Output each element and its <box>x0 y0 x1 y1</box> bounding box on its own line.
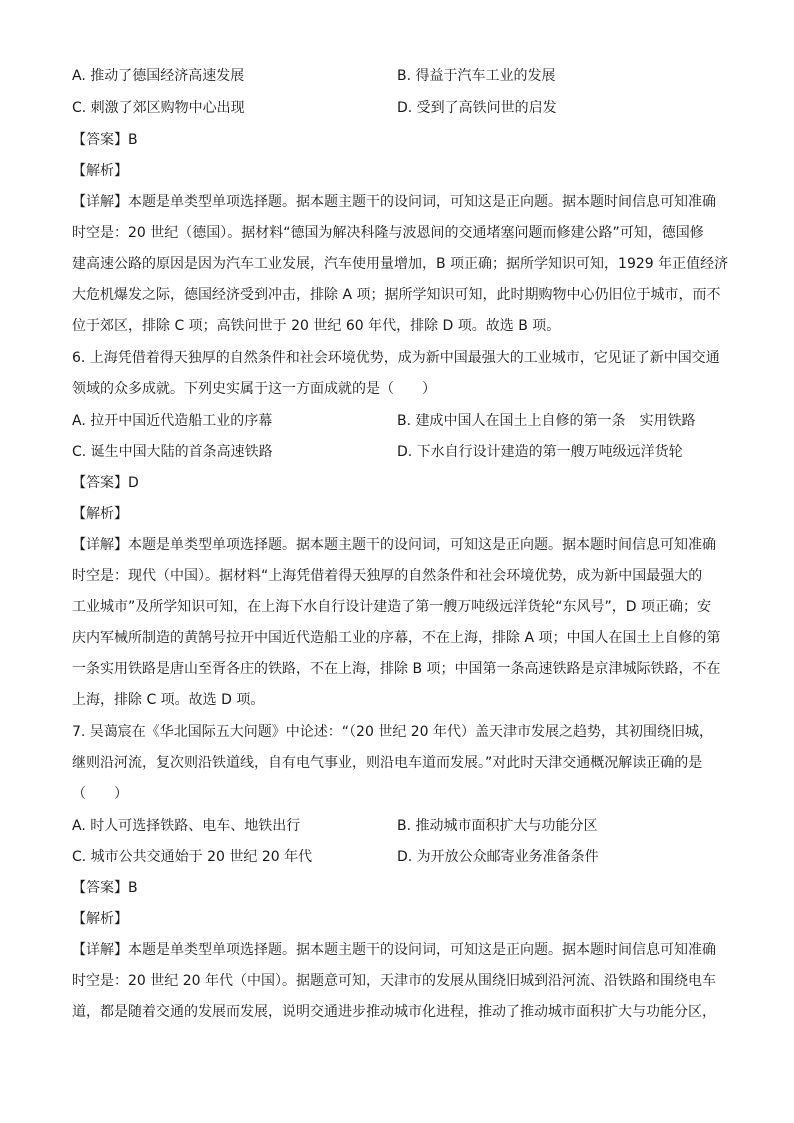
q6-detail-line: 庆内军械所制造的黄鹄号拉开中国近代造船工业的序幕，不在上海，排除 A 项；中国人在国土上自修的第 <box>72 630 721 646</box>
q5-answer: 【答案】B <box>72 132 138 148</box>
q7-answer: 【答案】B <box>72 880 138 896</box>
q5-detail-line: 【详解】本题是单类型单项选择题。据本题主题干的设问词，可知这是正向题。据本题时间信息可知准确 <box>72 194 716 210</box>
q7-analysis-label: 【解析】 <box>72 911 128 927</box>
q5-detail-line: 大危机爆发之际，德国经济受到冲击，排除 A 项；据所学知识可知，此时期购物中心仍旧位于城市，而不 <box>72 287 721 303</box>
q5-option-a: A. 推动了德国经济高速发展 <box>72 68 245 84</box>
q5-detail-line: 时空是：20 世纪（德国）。据材料“德国为解决科隆与波恩间的交通堵塞问题而修建公路”可知，德国修 <box>72 225 704 241</box>
q5-detail-line: 位于郊区，排除 C 项；高铁问世于 20 世纪 60 年代，排除 D 项。故选 B 项。 <box>72 318 561 334</box>
q5-detail-line: 建高速公路的原因是因为汽车工业发展，汽车使用量增加，B 项正确；据所学知识可知，1929 年正值经济 <box>72 256 729 272</box>
q6-detail-line: 工业城市”及所学知识可知，在上海下水自行设计建造了第一艘万吨级远洋货轮“东风号”，D 项正确；安 <box>72 599 711 615</box>
q5-option-c: C. 刺激了郊区购物中心出现 <box>72 100 245 116</box>
q6-detail-line: 上海，排除 C 项。故选 D 项。 <box>72 692 265 708</box>
q6-stem-line: 6. 上海凭借着得天独厚的自然条件和社会环境优势，成为新中国最强大的工业城市，它见证了新中国交通 <box>72 350 720 366</box>
q6-option-d: D. 下水自行设计建造的第一艘万吨级远洋货轮 <box>397 444 683 460</box>
q7-stem-line: （ ） <box>72 786 128 802</box>
q6-detail-line: 一条实用铁路是唐山至胥各庄的铁路，不在上海，排除 B 项；中国第一条高速铁路是京津城际铁路，不在 <box>72 661 721 677</box>
q7-detail-line: 道，都是随着交通的发展而发展，说明交通进步推动城市化进程，推动了推动城市面积扩大与功能分区， <box>72 1004 716 1020</box>
q7-stem-line: 继则沿河流，复次则沿铁道线，自有电气事业，则沿电车道而发展。”对此时天津交通概况解读正确的是 <box>72 755 703 771</box>
q5-option-d: D. 受到了高铁问世的启发 <box>397 100 557 116</box>
q7-detail-line: 【详解】本题是单类型单项选择题。据本题主题干的设问词，可知这是正向题。据本题时间信息可知准确 <box>72 942 716 958</box>
q7-option-d: D. 为开放公众邮寄业务准备条件 <box>397 849 599 865</box>
q7-option-c: C. 城市公共交通始于 20 世纪 20 年代 <box>72 849 313 865</box>
q6-option-c: C. 诞生中国大陆的首条高速铁路 <box>72 444 273 460</box>
q6-option-a: A. 拉开中国近代造船工业的序幕 <box>72 413 273 429</box>
q6-option-b: B. 建成中国人在国土上自修的第一条 实用铁路 <box>397 413 696 429</box>
q6-answer: 【答案】D <box>72 475 139 491</box>
q5-option-b: B. 得益于汽车工业的发展 <box>397 68 556 84</box>
q7-option-b: B. 推动城市面积扩大与功能分区 <box>397 818 598 834</box>
q6-stem-line: 领域的众多成就。下列史实属于这一方面成就的是（ ） <box>72 381 436 397</box>
q5-analysis-label: 【解析】 <box>72 163 128 179</box>
q7-detail-line: 时空是：20 世纪 20 年代（中国）。据题意可知，天津市的发展从围绕旧城到沿河流、沿铁路和围绕电车 <box>72 973 716 989</box>
q7-option-a: A. 时人可选择铁路、电车、地铁出行 <box>72 818 301 834</box>
q6-analysis-label: 【解析】 <box>72 506 128 522</box>
q6-detail-line: 【详解】本题是单类型单项选择题。据本题主题干的设问词，可知这是正向题。据本题时间信息可知准确 <box>72 537 716 553</box>
q7-stem-line: 7. 吴蔼宸在《华北国际五大问题》中论述：“（20 世纪 20 年代）盖天津市发展之趋势，其初围绕旧城， <box>72 724 714 740</box>
q6-detail-line: 时空是：现代（中国）。据材料“上海凭借着得天独厚的自然条件和社会环境优势，成为新中国最强大的 <box>72 568 703 584</box>
